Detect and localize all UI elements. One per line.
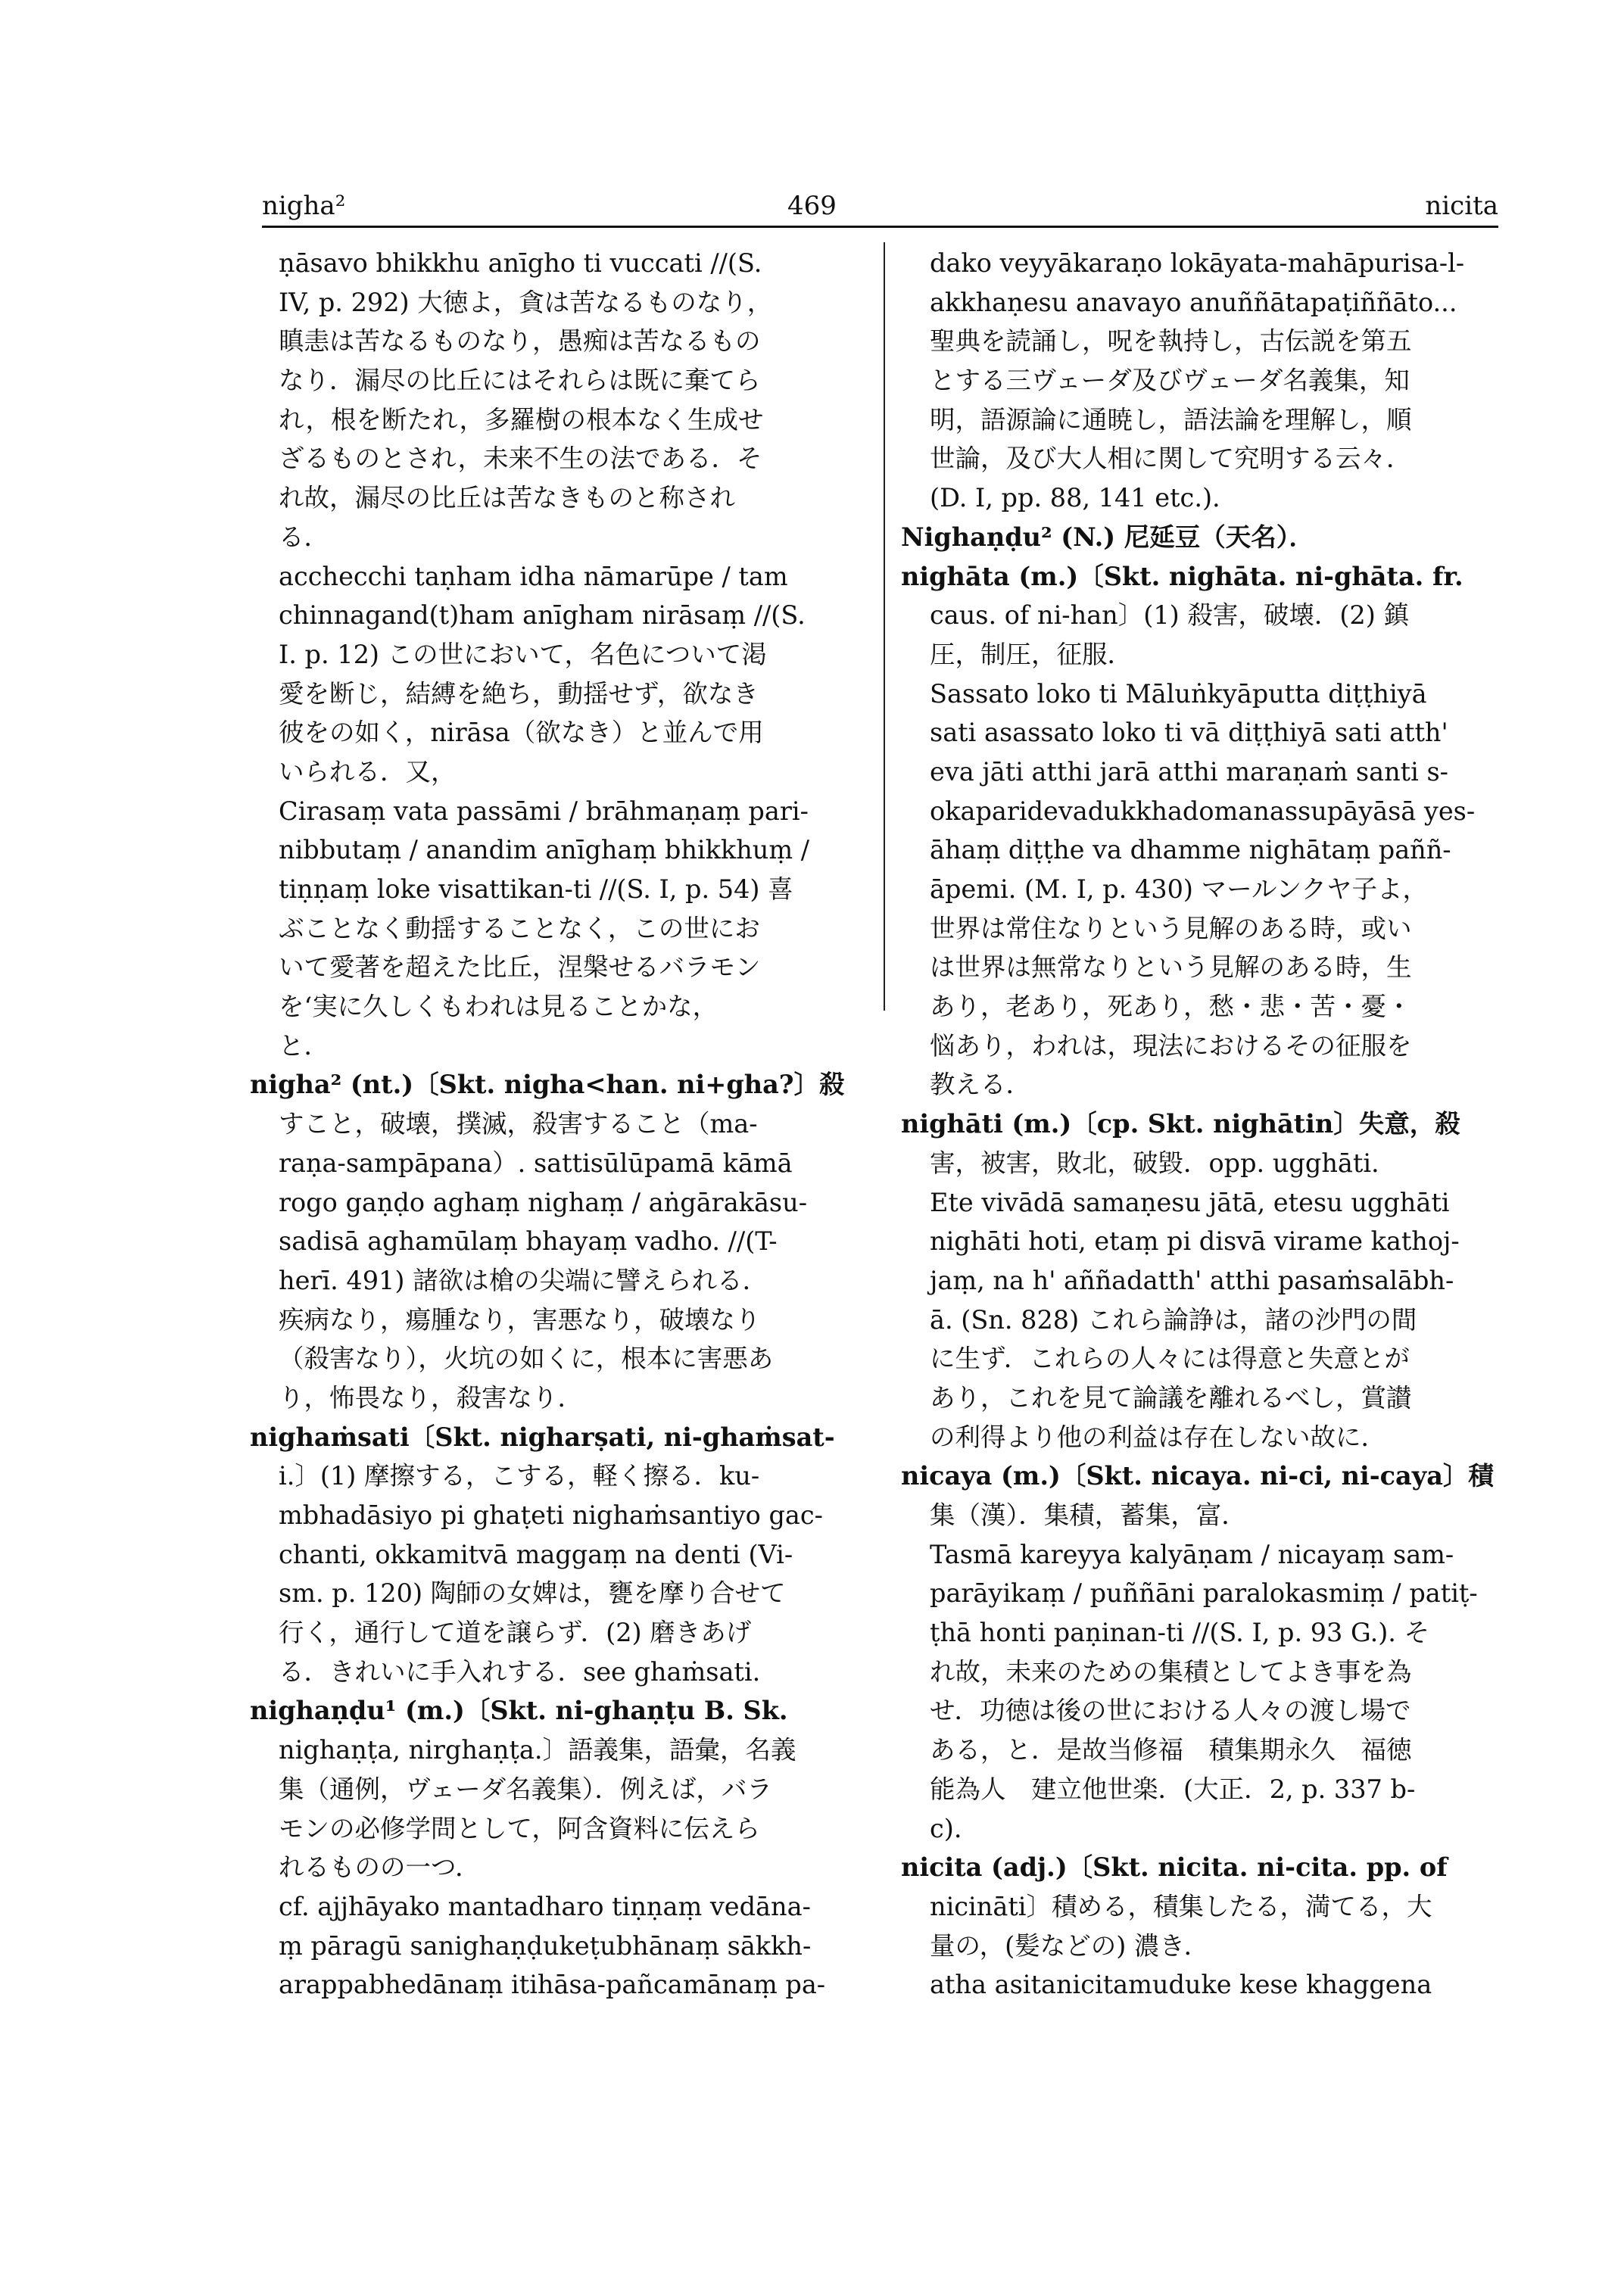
text-line: parāyikaṃ / puññāni paralokasmiṃ / patiṭ- <box>930 1578 1478 1609</box>
entry-headword-line: nighaṁsati〔Skt. nigharṣati, ni-ghaṁsat- <box>250 1422 835 1452</box>
text-line: i.〕(1) 摩擦する，こする，軽く擦る．ku- <box>279 1461 760 1491</box>
text-line: ṃ pāragū sanighaṇḍukeṭubhānaṃ sākkh- <box>279 1930 812 1961</box>
text-line: 愛を断じ，結縛を絶ち，動揺せず，欲なき <box>279 678 759 709</box>
text-line: caus. of ni-han〕(1) 殺害，破壊．(2) 鎮 <box>930 600 1409 631</box>
text-line: 行く，通行して道を譲らず．(2) 磨きあげ <box>279 1618 752 1648</box>
text-line: 瞋恚は苦なるものなり，愚痴は苦なるもの <box>279 326 761 357</box>
text-line: 疾病なり，瘍腫なり，害悪なり，破壊なり <box>279 1304 761 1335</box>
text-line: ぶことなく動揺することなく，この世にお <box>279 913 760 943</box>
text-line: (D. I, pp. 88, 141 etc.). <box>930 483 1220 513</box>
text-line: いられる．又， <box>279 756 457 787</box>
page-number: 469 <box>787 191 837 221</box>
text-line: Sassato loko ti Māluṅkyāputta diṭṭhiyā <box>930 678 1427 709</box>
text-line: nibbutaṃ / anandim anīghaṃ bhikkhuṃ / <box>279 835 810 865</box>
text-line: mbhadāsiyo pi ghaṭeti nighaṁsantiyo gac- <box>279 1500 823 1530</box>
entry-headword-line: nighāta (m.)〔Skt. nighāta. ni-ghāta. fr. <box>901 561 1463 591</box>
text-line: atha asitanicitamuduke kese khaggena <box>930 1970 1432 2000</box>
text-line: 教える． <box>930 1070 1031 1100</box>
running-head-left: nigha² <box>262 191 346 221</box>
text-line: 集（漢）．集積，蓄集，富． <box>930 1500 1247 1530</box>
text-line: あり，これを見て論議を離れるべし，賞讃 <box>930 1382 1412 1413</box>
text-line: raṇa-sampāpana）. sattisūlūpamā kāmā <box>279 1148 793 1178</box>
entry-headword-line: nighaṇḍu¹ (m.)〔Skt. ni-ghaṇṭu B. Sk. <box>250 1696 788 1726</box>
column-divider <box>884 242 885 1011</box>
text-line: れ故，未来のための集積としてよき事を為 <box>930 1656 1412 1687</box>
text-line: 量の，(髪などの) 濃き． <box>930 1930 1210 1961</box>
text-line: chanti, okkamitvā maggaṃ na denti (Vi- <box>279 1539 793 1569</box>
text-line: I. p. 12) この世において，名色について渇 <box>279 639 767 669</box>
text-line: れ，根を断たれ，多羅樹の根本なく生成せ <box>279 404 764 435</box>
text-line: 集（通例，ヴェーダ名義集）．例えば，バラ <box>279 1774 772 1804</box>
text-line: は世界は無常なりという見解のある時，生 <box>930 952 1412 983</box>
text-line: れるものの一つ． <box>279 1852 481 1883</box>
text-line: る．きれいに手入れする．see ghaṁsati. <box>279 1656 761 1687</box>
text-line: ā. (Sn. 828) これら論諍は，諸の沙門の間 <box>930 1304 1417 1335</box>
text-line: acchecchi taṇham idha nāmarūpe / tam <box>279 561 788 591</box>
text-line: 圧，制圧，征服． <box>930 639 1133 669</box>
text-line: を‘実に久しくもわれは見ることかな， <box>279 992 718 1022</box>
text-line: ざるものとされ，未来不生の法である．そ <box>279 444 762 474</box>
text-line: nighaṇṭa, nirghaṇṭa.〕語義集，語彙，名義 <box>279 1735 796 1765</box>
text-line: Ete vivādā samaṇesu jātā, etesu ugghāti <box>930 1187 1450 1217</box>
text-line: jaṃ, na h' aññadatth' atthi pasaṁsalābh- <box>930 1265 1454 1295</box>
entry-headword-line: nicita (adj.)〔Skt. nicita. ni-cita. pp. of <box>901 1852 1448 1883</box>
text-line: nicināti〕積める，積集したる，満てる，大 <box>930 1891 1432 1921</box>
text-line: とする三ヴェーダ及びヴェーダ名義集，知 <box>930 366 1410 396</box>
text-line: 明，語源論に通暁し，語法論を理解し，順 <box>930 404 1412 435</box>
text-line: sadisā aghamūlaṃ bhayaṃ vadho. //(T- <box>279 1226 778 1257</box>
text-line: akkhaṇesu anavayo anuññātapaṭiññāto... <box>930 287 1457 317</box>
text-line: Tasmā kareyya kalyāṇam / nicayaṃ sam- <box>930 1539 1454 1569</box>
text-line: ṭhā honti paṇinan-ti //(S. I, p. 93 G.). そ <box>930 1618 1430 1648</box>
text-line: せ．功徳は後の世における人々の渡し場で <box>930 1696 1411 1726</box>
text-line: herī. 491) 諸欲は槍の尖端に譬えられる． <box>279 1265 768 1295</box>
text-line: と． <box>279 1030 329 1061</box>
text-line: あり，老あり，死あり，愁・悲・苦・憂・ <box>930 992 1412 1022</box>
text-line: āpemi. (M. I, p. 430) マールンクヤ子よ， <box>930 874 1428 904</box>
text-line: eva jāti atthi jarā atthi maraṇaṁ santi s- <box>930 756 1448 787</box>
text-line: すこと，破壊，撲滅，殺害すること（ma- <box>279 1109 758 1139</box>
entry-headword-line: Nighaṇḍu² (N.) 尼延豆（天名）． <box>901 522 1315 552</box>
text-line: （殺害なり），火坑の如くに，根本に害悪あ <box>279 1344 774 1374</box>
header-rule <box>262 226 1498 228</box>
text-line: dako veyyākaraṇo lokāyata-mahāpurisa-l- <box>930 248 1465 278</box>
text-line: sm. p. 120) 陶師の女婢は，甕を摩り合せて <box>279 1578 786 1609</box>
text-line: 悩あり，われは，現法におけるその征服を <box>930 1030 1412 1061</box>
text-line: tiṇṇaṃ loke visattikan-ti //(S. I, p. 54) 喜 <box>279 874 793 904</box>
text-line: に生ず．これらの人々には得意と失意とが <box>930 1344 1410 1374</box>
entry-headword-line: nicaya (m.)〔Skt. nicaya. ni-ci, ni-caya〕積 <box>901 1461 1494 1491</box>
right-column <box>901 244 1507 2005</box>
text-line: り，怖畏なり，殺害なり． <box>279 1382 583 1413</box>
text-line: cf. ajjhāyako mantadharo tiṇṇaṃ vedāna- <box>279 1891 811 1921</box>
text-line: モンの必修学問として，阿含資料に伝えら <box>279 1813 760 1843</box>
text-line: 害，被害，敗北，破毀．opp. ugghāti. <box>930 1148 1379 1178</box>
entry-headword-line: nigha² (nt.)〔Skt. nigha<han. ni+gha?〕殺 <box>250 1070 845 1100</box>
text-line: 世論，及び大人相に関して究明する云々． <box>930 444 1412 474</box>
text-line: れ故，漏尽の比丘は苦なきものと称され <box>279 483 735 513</box>
text-line: c). <box>930 1813 962 1843</box>
text-line: ある，と．是故当修福 積集期永久 福徳 <box>930 1735 1412 1765</box>
text-line: なり．漏尽の比丘にはそれらは既に棄てら <box>279 366 761 396</box>
text-line: arappabhedānaṃ itihāsa-pañcamānaṃ pa- <box>279 1970 826 2000</box>
text-line: Cirasaṃ vata passāmi / brāhmaṇaṃ pari- <box>279 796 809 826</box>
text-line: 聖典を読誦し，呪を執持し，古伝説を第五 <box>930 326 1412 357</box>
text-line: okaparidevadukkhadomanassupāyāsā yes- <box>930 796 1476 826</box>
entry-headword-line: nighāti (m.)〔cp. Skt. nighātin〕失意，殺 <box>901 1109 1460 1139</box>
text-line: ṇāsavo bhikkhu anīgho ti vuccati //(S. <box>279 248 762 278</box>
text-line: sati asassato loko ti vā diṭṭhiyā sati atth' <box>930 718 1448 748</box>
left-column <box>250 244 863 2005</box>
text-line: 能為人 建立他世楽．(大正．2, p. 337 b- <box>930 1774 1416 1804</box>
text-line: る． <box>279 522 329 552</box>
text-line: 彼をの如く，nirāsa（欲なき）と並んで用 <box>279 718 764 748</box>
text-line: chinnagand(t)ham anīgham nirāsaṃ //(S. <box>279 600 806 631</box>
text-line: の利得より他の利益は存在しない故に． <box>930 1422 1386 1452</box>
text-line: IV, p. 292) 大徳よ，貪は苦なるものなり， <box>279 287 773 317</box>
text-line: āhaṃ diṭṭhe va dhamme nighātaṃ paññ- <box>930 835 1451 865</box>
text-line: いて愛著を超えた比丘，涅槃せるバラモン <box>279 952 761 983</box>
text-line: nighāti hoti, etaṃ pi disvā virame kathoj- <box>930 1226 1460 1257</box>
text-line: 世界は常住なりという見解のある時，或い <box>930 913 1412 943</box>
running-head-right: nicita <box>1425 191 1498 221</box>
text-line: rogo gaṇḍo aghaṃ nighaṃ / aṅgārakāsu- <box>279 1187 808 1217</box>
